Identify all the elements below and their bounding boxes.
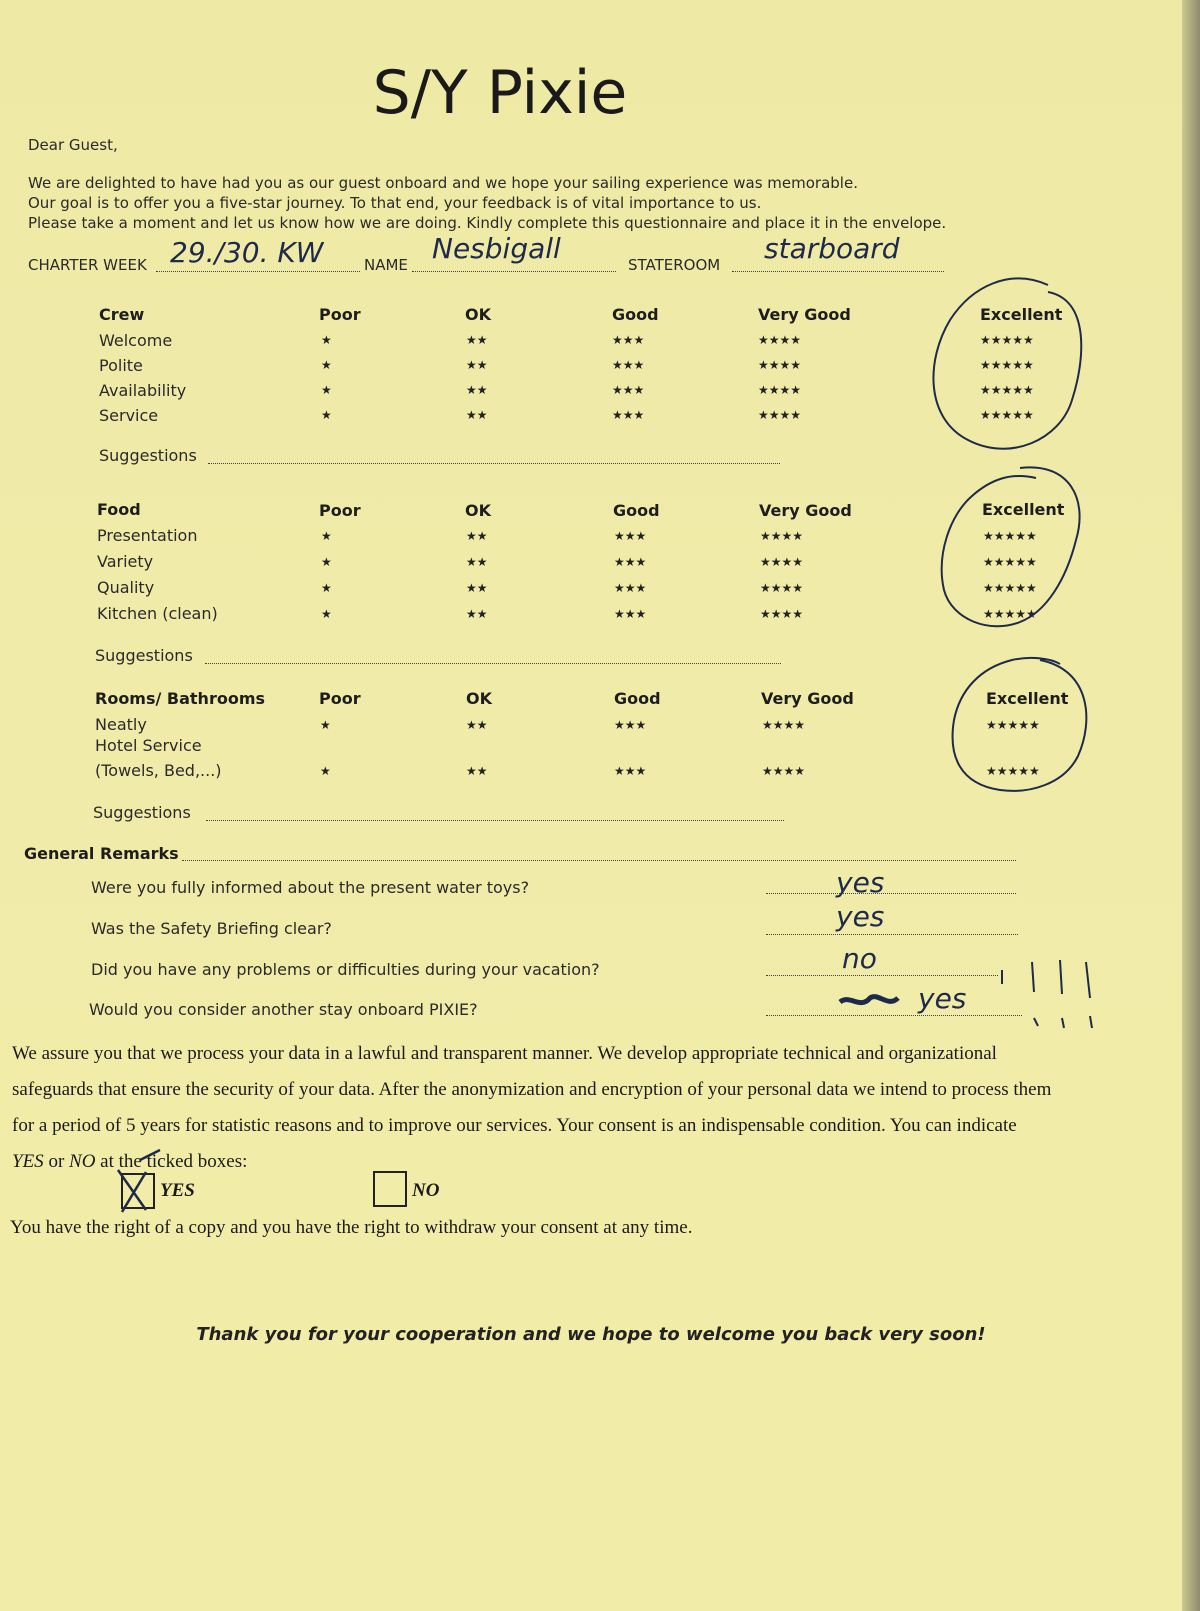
section-heading-rooms: Rooms/ Bathrooms <box>95 689 266 708</box>
closing-thanks: Thank you for your cooperation and we hope to welcome you back very soon! <box>196 1324 986 1345</box>
scale-very-good: Very Good <box>761 689 854 708</box>
question-problems: Did you have any problems or difficulties during your vacation? <box>91 960 600 979</box>
scale-ok: OK <box>466 689 492 708</box>
rating-stars[interactable]: ★★★ <box>614 607 647 621</box>
rating-stars[interactable]: ★ <box>320 764 331 778</box>
rating-stars[interactable]: ★★★★★ <box>980 383 1034 397</box>
rating-stars[interactable]: ★★ <box>466 718 488 732</box>
general-remarks-line[interactable] <box>182 860 1016 861</box>
consent-yes-label: YES <box>160 1180 195 1201</box>
consent-line-2: safeguards that ensure the security of your data. After the anonymization and encryption of your personal data we intend to process them <box>12 1079 1052 1100</box>
rating-stars[interactable]: ★ <box>321 607 332 621</box>
rating-stars[interactable]: ★★★★ <box>762 718 806 732</box>
suggestions-line[interactable] <box>208 463 780 464</box>
rating-stars[interactable]: ★★★★ <box>760 581 804 595</box>
row-label: Polite <box>99 356 143 375</box>
row-label: Presentation <box>97 526 198 545</box>
rating-stars[interactable]: ★ <box>321 555 332 569</box>
suggestions-line[interactable] <box>206 820 784 821</box>
scale-very-good: Very Good <box>759 501 852 520</box>
rating-stars[interactable]: ★★★★★ <box>983 607 1037 621</box>
rating-stars[interactable]: ★★★ <box>612 408 645 422</box>
rating-stars[interactable]: ★★★★★ <box>986 718 1040 732</box>
rating-stars[interactable]: ★★★ <box>614 718 647 732</box>
rating-stars[interactable]: ★★★ <box>614 764 647 778</box>
charter-week-line <box>156 271 360 272</box>
rating-stars[interactable]: ★★ <box>466 383 488 397</box>
rating-stars[interactable]: ★★★ <box>614 529 647 543</box>
scale-excellent: Excellent <box>982 500 1065 519</box>
page-title: S/Y Pixie <box>372 58 628 128</box>
scale-ok: OK <box>465 501 491 520</box>
rating-stars[interactable]: ★★ <box>466 764 488 778</box>
consent-no-word: NO <box>69 1151 96 1172</box>
scale-good: Good <box>612 305 659 324</box>
scale-excellent: Excellent <box>986 689 1069 708</box>
answer-safety-briefing[interactable]: yes <box>836 900 885 933</box>
rating-stars[interactable]: ★★★★ <box>758 333 802 347</box>
scale-good: Good <box>614 689 661 708</box>
rating-stars[interactable]: ★ <box>321 581 332 595</box>
scale-excellent: Excellent <box>980 305 1063 324</box>
row-label: Service <box>99 406 159 425</box>
suggestions-line[interactable] <box>205 663 781 664</box>
rating-stars[interactable]: ★ <box>321 358 332 372</box>
row-label: Kitchen (clean) <box>97 604 218 623</box>
rating-stars[interactable]: ★★★★ <box>760 555 804 569</box>
rating-stars[interactable]: ★★★★ <box>758 383 802 397</box>
answer-problems[interactable]: no <box>842 942 877 975</box>
consent-yes-word: YES <box>12 1151 44 1172</box>
name-line <box>412 271 616 272</box>
rating-stars[interactable]: ★★★ <box>612 333 645 347</box>
rating-stars[interactable]: ★★★★★ <box>980 408 1034 422</box>
intro-line-2: Our goal is to offer you a five-star journey. To that end, your feedback is of vital importance to us. <box>28 194 762 212</box>
row-label: Welcome <box>99 331 173 350</box>
rating-stars[interactable]: ★★★★★ <box>980 358 1034 372</box>
charter-week-label: CHARTER WEEK <box>28 256 147 274</box>
suggestions-label: Suggestions <box>99 446 197 465</box>
scale-poor: Poor <box>319 501 361 520</box>
consent-line-1: We assure you that we process your data in a lawful and transparent manner. We develop appropriate technical and organizational <box>12 1043 997 1064</box>
rating-stars[interactable]: ★★★★★ <box>986 764 1040 778</box>
scale-poor: Poor <box>319 305 361 324</box>
rating-stars[interactable]: ★★★ <box>614 555 647 569</box>
stateroom-label: STATEROOM <box>628 256 721 274</box>
consent-yes-checkbox[interactable] <box>121 1173 155 1209</box>
question-water-toys: Were you fully informed about the present water toys? <box>91 878 530 897</box>
paper-edge <box>1182 0 1200 1611</box>
row-label: (Towels, Bed,...) <box>95 761 222 780</box>
rating-stars[interactable]: ★★★★ <box>760 607 804 621</box>
section-heading-crew: Crew <box>99 305 145 324</box>
stateroom-line <box>732 271 944 272</box>
name-field[interactable]: Nesbigall <box>432 232 561 265</box>
rating-stars[interactable]: ★★★★★ <box>980 333 1034 347</box>
rating-stars[interactable]: ★★★ <box>612 383 645 397</box>
rating-stars[interactable]: ★★ <box>466 555 488 569</box>
question-another-stay: Would you consider another stay onboard PIXIE? <box>89 1000 478 1019</box>
answer-line <box>766 893 1016 894</box>
question-safety-briefing: Was the Safety Briefing clear? <box>91 919 332 938</box>
name-label: NAME <box>364 256 408 274</box>
rating-stars[interactable]: ★★★★ <box>762 764 806 778</box>
consent-line-3: for a period of 5 years for statistic reasons and to improve our services. Your consent is an indispensable condition. You can indicate <box>12 1115 1017 1136</box>
scale-ok: OK <box>465 305 491 324</box>
consent-no-label: NO <box>412 1180 440 1201</box>
answer-another-stay[interactable]: yes <box>918 982 967 1015</box>
rating-stars[interactable]: ★★ <box>466 607 488 621</box>
row-label: Variety <box>97 552 154 571</box>
greeting: Dear Guest, <box>28 136 118 154</box>
scale-very-good: Very Good <box>758 305 851 324</box>
consent-instruction: at the ticked boxes: <box>100 1151 248 1172</box>
rating-stars[interactable]: ★★★★ <box>758 358 802 372</box>
rating-stars[interactable]: ★★ <box>466 408 488 422</box>
answer-line <box>766 1015 1022 1016</box>
suggestions-label: Suggestions <box>93 803 191 822</box>
scale-poor: Poor <box>319 689 361 708</box>
rating-stars[interactable]: ★ <box>320 718 331 732</box>
rating-stars[interactable]: ★★ <box>466 529 488 543</box>
rating-stars[interactable]: ★ <box>321 408 332 422</box>
rating-stars[interactable]: ★★★ <box>612 358 645 372</box>
scale-good: Good <box>613 501 660 520</box>
rating-stars[interactable]: ★★★★ <box>760 529 804 543</box>
row-label: Neatly <box>95 715 147 734</box>
answer-line <box>766 934 1018 935</box>
rating-stars[interactable]: ★ <box>321 383 332 397</box>
rating-stars[interactable]: ★★★ <box>614 581 647 595</box>
general-remarks-heading: General Remarks <box>24 844 179 863</box>
suggestions-label: Suggestions <box>95 646 193 665</box>
consent-or-word: or <box>48 1151 65 1172</box>
answer-line <box>766 975 998 976</box>
section-heading-food: Food <box>97 500 141 519</box>
row-label: Hotel Service <box>95 736 202 755</box>
rating-stars[interactable]: ★ <box>321 529 332 543</box>
charter-week-field[interactable]: 29./30. KW <box>170 236 324 269</box>
intro-line-1: We are delighted to have had you as our guest onboard and we hope your sailing experience was memorable. <box>28 174 858 192</box>
rating-stars[interactable]: ★ <box>321 333 332 347</box>
rating-stars[interactable]: ★★ <box>466 581 488 595</box>
rating-stars[interactable]: ★★★★★ <box>983 581 1037 595</box>
rating-stars[interactable]: ★★ <box>466 333 488 347</box>
intro-line-3: Please take a moment and let us know how we are doing. Kindly complete this questionnaire and place it in the envelope. <box>28 214 947 232</box>
row-label: Quality <box>97 578 155 597</box>
stateroom-field[interactable]: starboard <box>764 232 900 265</box>
rating-stars[interactable]: ★★★★ <box>758 408 802 422</box>
rating-stars[interactable]: ★★★★★ <box>983 529 1037 543</box>
consent-no-checkbox[interactable] <box>373 1171 407 1207</box>
rating-stars[interactable]: ★★★★★ <box>983 555 1037 569</box>
row-label: Availability <box>99 381 187 400</box>
answer-water-toys[interactable]: yes <box>836 866 885 899</box>
consent-rights: You have the right of a copy and you have the right to withdraw your consent at any time. <box>10 1217 693 1238</box>
rating-stars[interactable]: ★★ <box>466 358 488 372</box>
